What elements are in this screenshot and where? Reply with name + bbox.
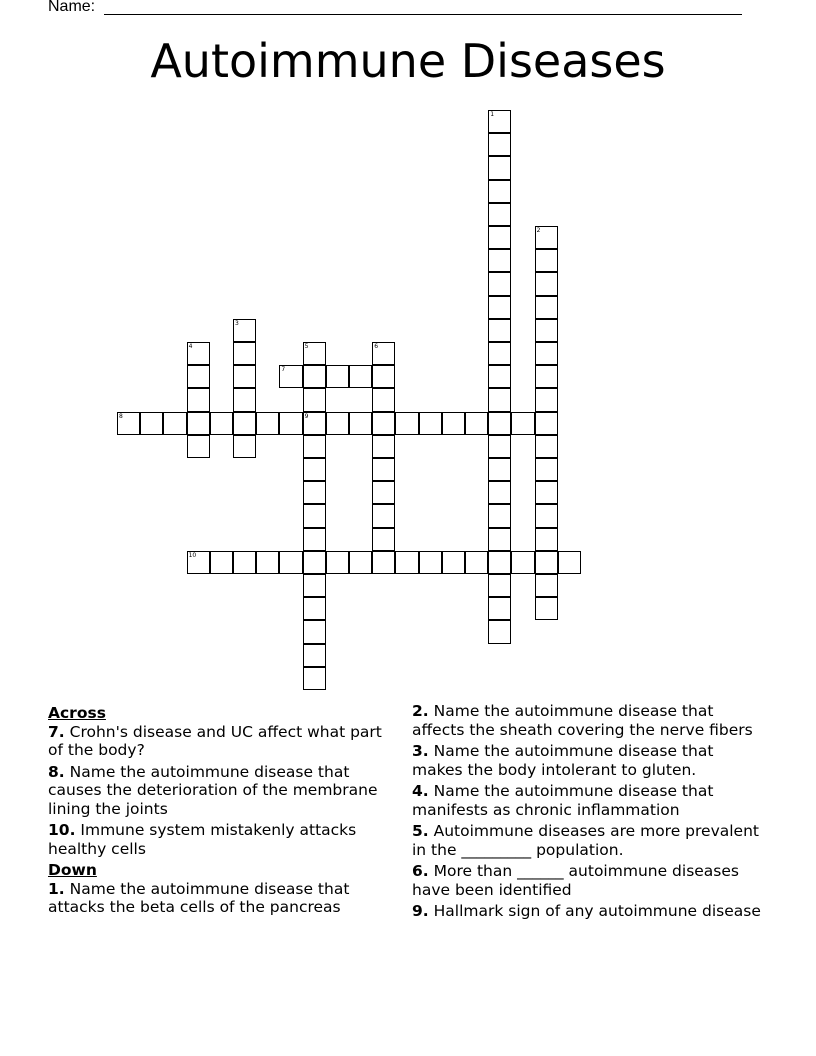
clue-number: 2. (412, 702, 429, 720)
crossword-cell[interactable] (488, 249, 511, 272)
crossword-cell[interactable] (535, 249, 558, 272)
clue-number: 7. (48, 722, 65, 741)
clue-across-7 (48, 723, 393, 760)
crossword-cell[interactable] (535, 342, 558, 365)
crossword-cell[interactable] (372, 342, 395, 365)
crossword-cell[interactable] (326, 412, 349, 435)
crossword-cell[interactable] (372, 458, 395, 481)
crossword-cell[interactable] (187, 551, 210, 574)
crossword-cell[interactable] (233, 365, 256, 388)
crossword-cell[interactable] (187, 342, 210, 365)
crossword-cell[interactable] (488, 180, 511, 203)
crossword-cell[interactable] (535, 481, 558, 504)
cell-number: 5 (304, 343, 309, 350)
crossword-cell[interactable] (279, 551, 302, 574)
crossword-cell[interactable] (303, 597, 326, 620)
crossword-cell[interactable] (117, 412, 140, 435)
crossword-cell[interactable] (488, 574, 511, 597)
clue-text: Name the autoimmune disease that causes the deterioration of the membrane lining the joints (48, 762, 378, 818)
crossword-cell[interactable] (256, 551, 279, 574)
clue-number: 1. (48, 879, 65, 898)
crossword-cell[interactable] (372, 504, 395, 527)
crossword-cell[interactable] (535, 551, 558, 574)
crossword-cell[interactable] (488, 620, 511, 643)
cell-number: 4 (188, 343, 193, 350)
crossword-cell[interactable] (535, 528, 558, 551)
cell-number: 7 (281, 366, 286, 374)
crossword-cell[interactable] (303, 388, 326, 411)
crossword-cell[interactable] (187, 365, 210, 388)
clue-down-1 (48, 880, 393, 917)
crossword-cell[interactable] (395, 551, 418, 574)
cell-number: 1 (490, 111, 495, 118)
crossword-cell[interactable] (419, 551, 442, 574)
crossword-cell[interactable] (488, 412, 511, 435)
crossword-cell[interactable] (488, 551, 511, 574)
crossword-cell[interactable] (233, 319, 256, 342)
crossword-cell[interactable] (535, 597, 558, 620)
name-label: Name: (48, 0, 96, 15)
clue-number: 6. (412, 862, 429, 880)
clue-text: Hallmark sign of any autoimmune disease (433, 902, 761, 920)
clue-down-3 (412, 742, 762, 779)
crossword-cell[interactable] (210, 412, 233, 435)
crossword-cell[interactable] (256, 412, 279, 435)
crossword-cell[interactable] (535, 412, 558, 435)
crossword-cell[interactable] (349, 412, 372, 435)
crossword-cell[interactable] (488, 388, 511, 411)
crossword-cell[interactable] (535, 458, 558, 481)
cell-number: 6 (374, 343, 379, 350)
crossword-cell[interactable] (488, 203, 511, 226)
crossword-cell[interactable] (303, 574, 326, 597)
clue-text: Name the autoimmune disease that attacks the beta cells of the pancreas (48, 879, 350, 916)
crossword-cell[interactable] (163, 412, 186, 435)
crossword-cell[interactable] (349, 365, 372, 388)
crossword-cell[interactable] (488, 110, 511, 133)
cell-number: 10 (188, 551, 197, 559)
clue-text: Crohn's disease and UC affect what part of the body? (48, 722, 382, 759)
crossword-cell[interactable] (303, 412, 326, 435)
clue-text: Immune system mistakenly attacks healthy cells (48, 821, 357, 858)
crossword-cell[interactable] (535, 296, 558, 319)
clue-text: Name the autoimmune disease that affects the sheath covering the nerve fibers (412, 702, 753, 739)
clue-down-2 (412, 702, 762, 739)
crossword-cell[interactable] (372, 481, 395, 504)
cell-number: 9 (304, 412, 309, 420)
clue-number: 8. (48, 762, 65, 781)
crossword-cell[interactable] (372, 365, 395, 388)
clues-left-column (48, 702, 393, 920)
crossword-cell[interactable] (303, 644, 326, 667)
clue-text: Name the autoimmune disease that makes the body intolerant to gluten. (412, 742, 714, 779)
crossword-cell[interactable] (303, 365, 326, 388)
crossword-cell[interactable] (349, 551, 372, 574)
clue-text: More than ______ autoimmune diseases have been identified (412, 862, 739, 899)
crossword-cell[interactable] (140, 412, 163, 435)
crossword-cell[interactable] (535, 319, 558, 342)
clue-across-10 (48, 821, 393, 858)
crossword-cell[interactable] (233, 342, 256, 365)
crossword-cell[interactable] (488, 342, 511, 365)
crossword-cell[interactable] (488, 597, 511, 620)
crossword-cell[interactable] (535, 226, 558, 249)
crossword-cell[interactable] (488, 296, 511, 319)
crossword-cell[interactable] (210, 551, 233, 574)
crossword-cell[interactable] (187, 435, 210, 458)
crossword-cell[interactable] (442, 551, 465, 574)
crossword-cell[interactable] (488, 272, 511, 295)
crossword-cell[interactable] (535, 272, 558, 295)
clue-number: 9. (412, 902, 429, 920)
crossword-cell[interactable] (558, 551, 581, 574)
crossword-cell[interactable] (488, 365, 511, 388)
crossword-cell[interactable] (488, 133, 511, 156)
crossword-cell[interactable] (442, 412, 465, 435)
clue-down-6 (412, 862, 762, 899)
crossword-cell[interactable] (372, 551, 395, 574)
crossword-cell[interactable] (279, 365, 302, 388)
crossword-cell[interactable] (535, 435, 558, 458)
crossword-cell[interactable] (233, 551, 256, 574)
down-heading: Down (48, 861, 97, 879)
crossword-cell[interactable] (326, 365, 349, 388)
crossword-cell[interactable] (488, 458, 511, 481)
clue-text: Name the autoimmune disease that manifests as chronic inflammation (412, 782, 714, 819)
crossword-cell[interactable] (303, 435, 326, 458)
crossword-cell[interactable] (303, 481, 326, 504)
clue-down-9 (412, 902, 762, 921)
page-title: Autoimmune Diseases (150, 34, 666, 88)
clue-number: 10. (48, 821, 76, 839)
cell-number: 8 (119, 412, 123, 420)
crossword-cell[interactable] (488, 504, 511, 527)
clue-down-5 (412, 822, 762, 859)
crossword-cell[interactable] (535, 388, 558, 411)
crossword-cell[interactable] (511, 412, 534, 435)
crossword-cell[interactable] (395, 412, 418, 435)
clue-number: 5. (412, 822, 429, 840)
crossword-cell[interactable] (303, 528, 326, 551)
crossword-cell[interactable] (233, 388, 256, 411)
clue-number: 3. (412, 742, 429, 760)
crossword-cell[interactable] (303, 667, 326, 690)
crossword-cell[interactable] (187, 388, 210, 411)
crossword-cell[interactable] (326, 551, 349, 574)
crossword-cell[interactable] (279, 412, 302, 435)
cell-number: 2 (536, 227, 541, 234)
across-heading: Across (48, 704, 106, 722)
cell-number: 3 (235, 319, 239, 327)
crossword-cell[interactable] (233, 435, 256, 458)
crossword-cell[interactable] (303, 458, 326, 481)
crossword-cell[interactable] (488, 156, 511, 179)
crossword-cell[interactable] (187, 412, 210, 435)
crossword-cell[interactable] (372, 412, 395, 435)
crossword-cell[interactable] (488, 435, 511, 458)
clue-number: 4. (412, 782, 429, 800)
crossword-cell[interactable] (465, 412, 488, 435)
crossword-cell[interactable] (465, 551, 488, 574)
crossword-cell[interactable] (488, 481, 511, 504)
clue-text: Autoimmune diseases are more prevalent in the _________ population. (412, 822, 759, 859)
clue-across-8 (48, 763, 393, 819)
crossword-cell[interactable] (303, 620, 326, 643)
crossword-cell[interactable] (303, 551, 326, 574)
crossword-cell[interactable] (303, 342, 326, 365)
crossword-cell[interactable] (535, 365, 558, 388)
crossword-cell[interactable] (488, 226, 511, 249)
crossword-cell[interactable] (372, 435, 395, 458)
crossword-cell[interactable] (419, 412, 442, 435)
crossword-cell[interactable] (488, 319, 511, 342)
crossword-cell[interactable] (488, 528, 511, 551)
crossword-cell[interactable] (233, 412, 256, 435)
crossword-cell[interactable] (535, 504, 558, 527)
crossword-cell[interactable] (303, 504, 326, 527)
crossword-cell[interactable] (511, 551, 534, 574)
crossword-cell[interactable] (372, 388, 395, 411)
crossword-cell[interactable] (372, 528, 395, 551)
crossword-cell[interactable] (535, 574, 558, 597)
clues-right-column (412, 702, 762, 924)
clue-down-4 (412, 782, 762, 819)
